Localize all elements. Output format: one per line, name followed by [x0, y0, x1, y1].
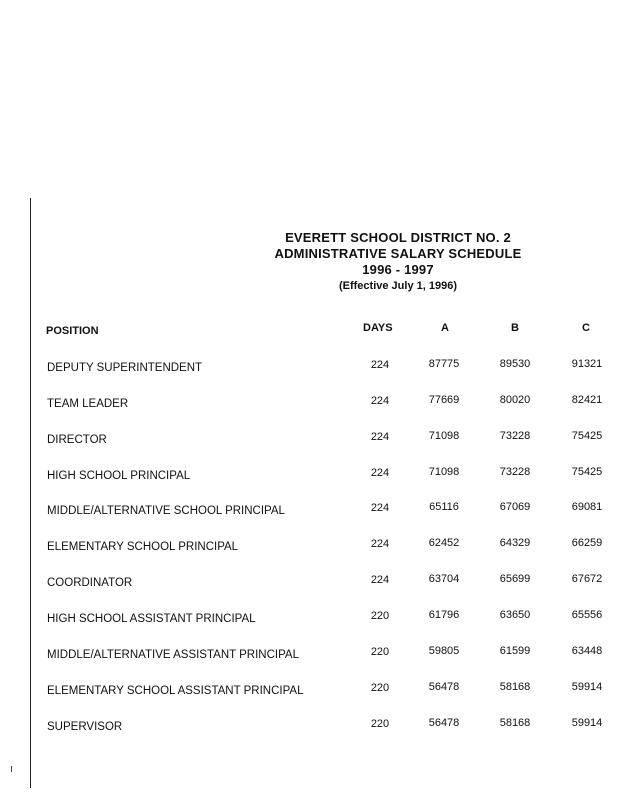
- table-row: [0, 358, 624, 378]
- step-b-cell: 89530: [499, 358, 531, 370]
- step-b-cell: 73228: [499, 466, 531, 478]
- step-a-cell: 65116: [429, 501, 459, 513]
- table-row: [0, 537, 624, 557]
- days-cell: 220: [370, 682, 390, 694]
- step-a-cell: 71098: [428, 430, 460, 442]
- step-c-cell: 67672: [571, 573, 603, 585]
- step-c-cell: 59914: [571, 717, 603, 729]
- days-cell: 224: [370, 538, 390, 550]
- step-a-cell: 59805: [428, 645, 460, 657]
- step-c-cell: 82421: [571, 394, 603, 406]
- days-cell: 224: [370, 502, 390, 514]
- step-c-cell: 91321: [571, 358, 603, 370]
- step-c-cell: 75425: [571, 430, 603, 442]
- position-name: COORDINATOR: [47, 577, 133, 589]
- days-cell: 224: [370, 431, 390, 443]
- days-cell: 224: [370, 359, 390, 371]
- step-b-cell: 61599: [499, 645, 531, 657]
- document-header: [240, 230, 556, 294]
- position-name: HIGH SCHOOL PRINCIPAL: [47, 470, 191, 482]
- table-row: [0, 501, 624, 521]
- step-b-cell: 80020: [499, 394, 531, 406]
- position-name: TEAM LEADER: [47, 398, 129, 410]
- position-name: HIGH SCHOOL ASSISTANT PRINCIPAL: [47, 613, 256, 625]
- table-row: [0, 645, 624, 665]
- step-c-cell: 65556: [571, 609, 603, 621]
- days-cell: 220: [370, 610, 390, 622]
- step-b-cell: 65699: [499, 573, 531, 585]
- step-c-cell: 69081: [571, 501, 603, 513]
- position-name: ELEMENTARY SCHOOL ASSISTANT PRINCIPAL: [47, 685, 304, 697]
- step-c-cell: 63448: [571, 645, 603, 657]
- step-a-cell: 62452: [428, 537, 460, 549]
- step-c-cell: 59914: [571, 681, 603, 693]
- schedule-title: ADMINISTRATIVE SALARY SCHEDULE: [274, 246, 522, 261]
- table-row: [0, 717, 624, 737]
- step-a-cell: 63704: [428, 573, 460, 585]
- days-cell: 224: [370, 395, 390, 407]
- table-row: [0, 394, 624, 414]
- position-name: ELEMENTARY SCHOOL PRINCIPAL: [47, 541, 239, 553]
- column-header-days: DAYS: [363, 322, 393, 334]
- step-a-cell: 77669: [428, 394, 460, 406]
- step-c-cell: 75425: [571, 466, 603, 478]
- table-row: [0, 430, 624, 450]
- step-b-cell: 67069: [499, 501, 531, 513]
- step-b-cell: 58168: [499, 681, 531, 693]
- table-row: [0, 681, 624, 701]
- table-row: [0, 609, 624, 629]
- days-cell: 224: [370, 574, 390, 586]
- column-header-a: A: [441, 322, 449, 334]
- position-name: MIDDLE/ALTERNATIVE SCHOOL PRINCIPAL: [47, 505, 285, 517]
- position-name: MIDDLE/ALTERNATIVE ASSISTANT PRINCIPAL: [47, 649, 299, 661]
- district-title: EVERETT SCHOOL DISTRICT NO. 2: [285, 230, 511, 245]
- days-cell: 220: [370, 718, 390, 730]
- position-name: SUPERVISOR: [47, 721, 123, 733]
- position-name: DEPUTY SUPERINTENDENT: [47, 362, 203, 374]
- table-row: [0, 573, 624, 593]
- step-a-cell: 71098: [428, 466, 460, 478]
- step-a-cell: 87775: [428, 358, 460, 370]
- step-a-cell: 56478: [428, 717, 460, 729]
- table-row: [0, 466, 624, 486]
- school-year: 1996 - 1997: [362, 262, 434, 277]
- step-b-cell: 58168: [499, 717, 531, 729]
- effective-date: (Effective July 1, 1996): [338, 280, 457, 292]
- step-b-cell: 63650: [499, 609, 531, 621]
- step-c-cell: 66259: [571, 537, 603, 549]
- days-cell: 224: [370, 467, 390, 479]
- step-b-cell: 64329: [499, 537, 531, 549]
- position-name: DIRECTOR: [47, 434, 107, 446]
- days-cell: 220: [370, 646, 390, 658]
- column-header-c: C: [582, 322, 590, 334]
- column-header-b: B: [511, 322, 519, 334]
- column-header-position: POSITION: [46, 325, 99, 337]
- scan-speck: [11, 766, 12, 772]
- step-b-cell: 73228: [499, 430, 531, 442]
- step-a-cell: 61796: [428, 609, 460, 621]
- step-a-cell: 56478: [428, 681, 460, 693]
